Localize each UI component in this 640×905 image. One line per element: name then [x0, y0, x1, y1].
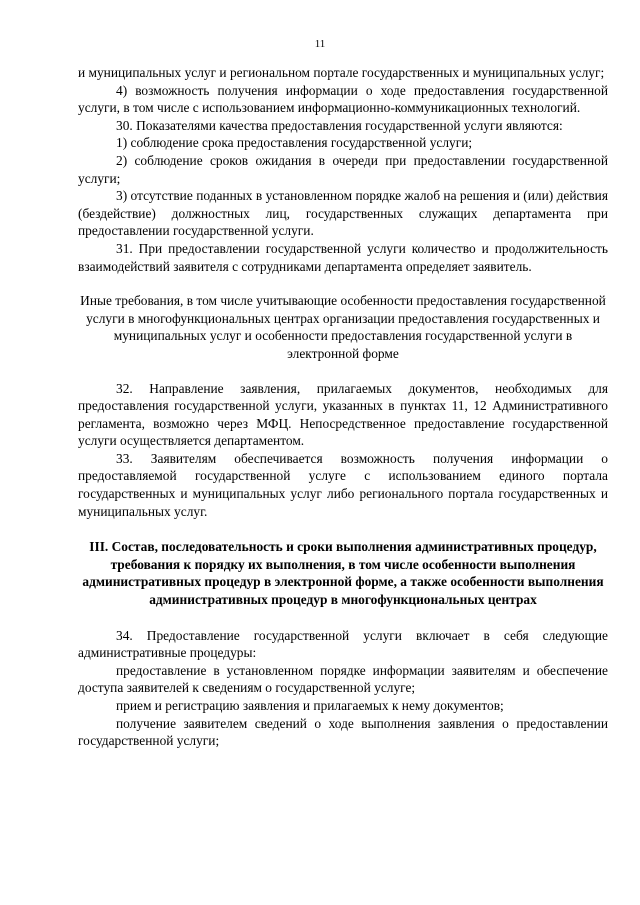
paragraph: 31. При предоставлении государственной услуги количество и продолжительность взаимодействий заявителя с сотрудниками департамента определяет заявитель.: [78, 240, 608, 274]
paragraph: получение заявителем сведений о ходе выполнения заявления о предоставлении государственной услуги;: [78, 715, 608, 749]
section-heading: Иные требования, в том числе учитывающие особенности предоставления государственной услуги в многофункциональных центрах организации предоставления государственных и муниципальных услуг и особенности предоставления государственной услуги в электронной форме: [80, 293, 606, 361]
paragraph: 30. Показателями качества предоставления государственной услуги являются:: [116, 117, 563, 133]
paragraph: и муниципальных услуг и региональном портале государственных и муниципальных услуг;: [78, 65, 605, 80]
paragraph: 34. Предоставление государственной услуги включает в себя следующие административные процедуры:: [78, 627, 608, 661]
paragraph: 33. Заявителям обеспечивается возможность получения информации о предоставляемой государственной услуге с использованием единого портала государственных и муниципальных услуг либо регионального портала государственных и муниципальных услуг.: [78, 450, 608, 519]
chapter-heading: III. Состав, последовательность и сроки выполнения административных процедур, требования к порядку их выполнения, в том числе особенности выполнения административных процедур в электронной форме, а также особенности выполнения административных процедур в многофункциональных центрах: [82, 539, 604, 608]
paragraph: 3) отсутствие поданных в установленном порядке жалоб на решения и (или) действия (бездействие) должностных лиц, государственных служащих департамента при предоставлении государственной услуги.: [78, 188, 608, 239]
paragraph: 2) соблюдение сроков ожидания в очереди при предоставлении государственной услуги;: [78, 152, 608, 186]
paragraph: 4) возможность получения информации о ходе предоставления государственной услуги, в том числе с использованием информационно-коммуникационных технологий.: [78, 82, 608, 116]
paragraph: прием и регистрацию заявления и прилагаемых к нему документов;: [116, 698, 504, 713]
page-number: 11: [314, 38, 326, 50]
document-body: [78, 64, 608, 750]
paragraph: предоставление в установленном порядке информации заявителям и обеспечение доступа заявителей к сведениям о государственной услуге;: [78, 662, 608, 696]
paragraph: 32. Направление заявления, прилагаемых документов, необходимых для предоставления государственной услуги, указанных в пунктах 11, 12 Административного регламента, возможно через МФЦ. Непосредственное предоставление государственной услуги осуществляется департаментом.: [78, 380, 608, 449]
paragraph: 1) соблюдение срока предоставления государственной услуги;: [116, 135, 473, 151]
